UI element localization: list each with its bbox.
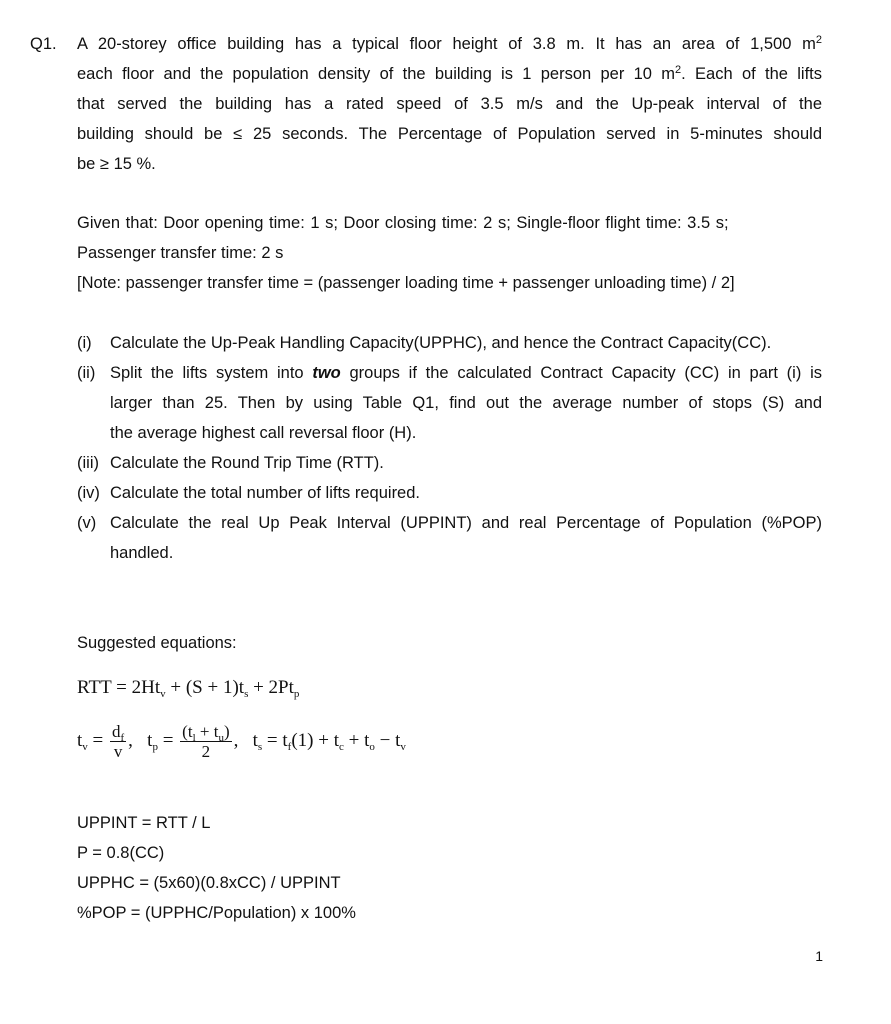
p-equation: P = 0.8(CC) [77,844,165,862]
given-line-2: Passenger transfer time: 2 s [77,244,284,262]
equations-heading: Suggested equations: [77,634,237,652]
tv-sub: v [82,740,88,753]
tp-symbol: t [147,729,153,751]
rtt-sub-v: v [160,688,166,700]
tv-numerator: d [112,722,121,741]
part-ii-emphasis: two [312,364,341,382]
page-number: 1 [815,948,823,964]
ts-symbol: t [252,729,258,751]
rtt-sub-p: p [293,688,300,700]
question-label: Q1. [30,35,57,53]
part-iv-number: (iv) [77,484,100,502]
tp-num-sub-u: u [218,732,224,744]
question-line-1 [77,34,822,54]
ts-sub-v: v [400,740,406,753]
part-v-number: (v) [77,514,97,532]
part-iv-text: Calculate the total number of lifts required. [110,484,420,502]
part-v-line-2: handled. [110,544,174,562]
part-ii-line-1 [110,363,822,383]
rtt-part-3: + 2Pt [248,677,294,698]
part-ii-number: (ii) [77,364,96,382]
rtt-part-1: RTT = 2Ht [77,677,161,698]
part-ii-text-b: groups if the calculated Contract Capacity (CC) in part (i) is [340,364,822,382]
tp-fraction [180,722,231,761]
rtt-equation [77,678,299,698]
tv-fraction [110,722,126,761]
superscript-2: 2 [675,64,682,76]
question-text-1: A 20-storey office building has a typical floor height of 3.8 m. It has an area of 1,500 m [77,35,816,53]
tp-num-b: + t [195,722,219,741]
tp-denominator: 2 [201,742,211,761]
question-line-2 [77,64,822,84]
part-v-line-1: Calculate the real Up Peak Interval (UPPINT) and real Percentage of Population (%POP) [110,514,822,532]
part-ii-text-a: Split the lifts system into [110,364,313,382]
tv-denominator: v [113,742,123,761]
tp-num-sub-l: l [192,732,196,744]
question-line-3: that served the building has a rated speed of 3.5 m/s and the Up-peak interval of the [77,95,822,113]
question-line-5: be ≥ 15 %. [77,155,156,173]
question-line-4: building should be ≤ 25 seconds. The Percentage of Population served in 5-minutes should [77,125,822,143]
question-text-2b: . Each of the lifts [681,65,822,83]
part-iii-number: (iii) [77,454,99,472]
ts-sub-o: o [369,740,375,753]
rtt-sub-s: s [244,688,249,700]
pop-equation: %POP = (UPPHC/Population) x 100% [77,904,356,922]
part-i-text: Calculate the Up-Peak Handling Capacity(UPPHC), and hence the Contract Capacity(CC). [110,334,772,352]
superscript-2: 2 [815,34,822,46]
ts-sub-f: f [287,740,292,753]
ts-rhs-4: − t [374,729,401,751]
ts-rhs-3: + t [343,729,370,751]
ts-rhs-1: = t [262,729,288,751]
tp-num-a: (t [182,722,193,741]
rtt-part-2: + (S + 1)t [165,677,245,698]
given-note: [Note: passenger transfer time = (passenger loading time + passenger unloading time) / 2] [77,274,735,292]
part-ii-line-2: larger than 25. Then by using Table Q1, find out the average number of stops (S) and [110,394,822,412]
ts-sub-c: c [339,740,344,753]
ts-rhs-2: (1) + t [291,729,339,751]
tp-sub: p [152,740,158,753]
tv-symbol: t [77,729,83,751]
time-equations: $t_v$ = $\frac{d_f}{v}$ , $t_p$ = $\frac{(t_l + t_u)}{2}$ , $t_s = t_f(1) + t_c + t_o - t_v$ [77,722,406,761]
tp-num-c: ) [223,722,230,741]
part-iii-text: Calculate the Round Trip Time (RTT). [110,454,384,472]
question-text-2: each floor and the population density of the building is 1 person per 10 m [77,65,676,83]
ts-sub: s [257,740,263,753]
part-ii-line-3: the average highest call reversal floor (H). [110,424,417,442]
given-line-1: Given that: Door opening time: 1 s; Door closing time: 2 s; Single-floor flight time: 3.5 s; [77,214,729,232]
part-i-number: (i) [77,334,92,352]
upphc-equation: UPPHC = (5x60)(0.8xCC) / UPPINT [77,874,341,892]
tv-numerator-sub: f [120,732,125,744]
uppint-equation: UPPINT = RTT / L [77,814,211,832]
